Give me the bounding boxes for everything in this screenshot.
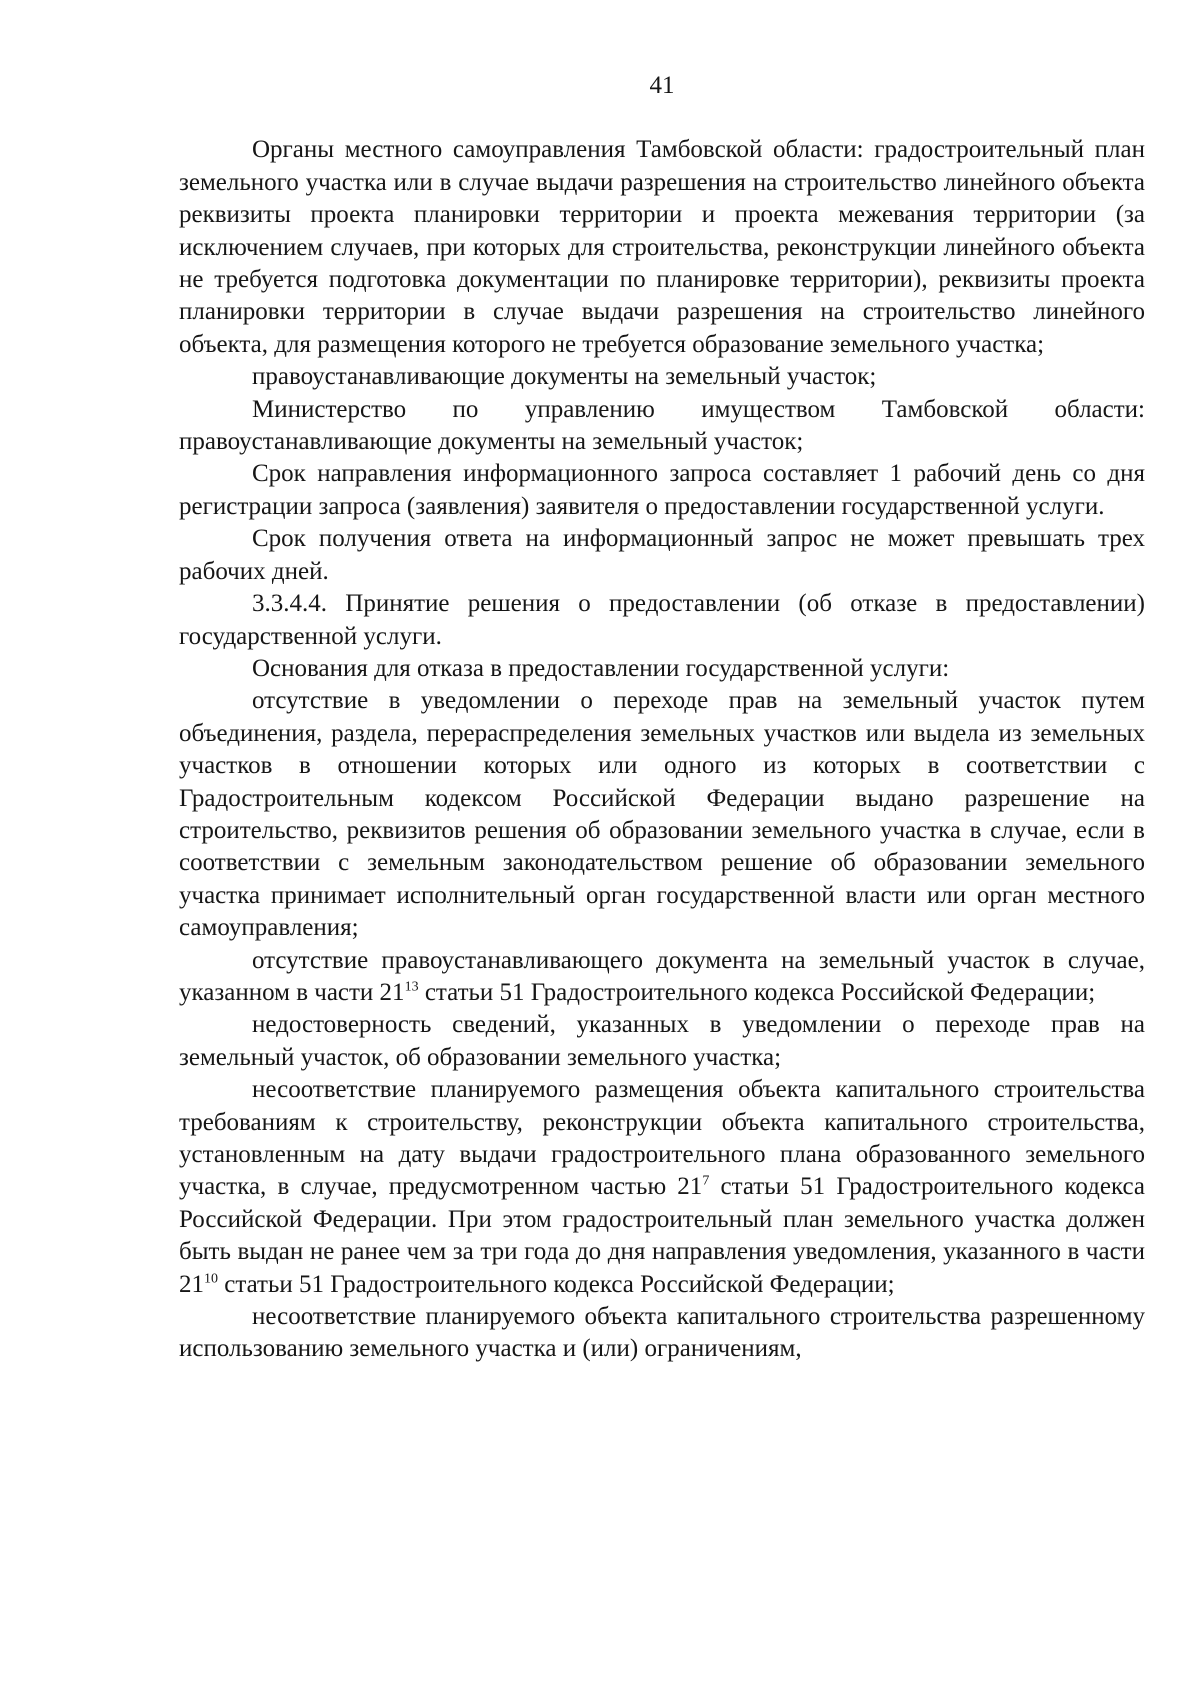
- paragraph-response-term: Срок получения ответа на информационный запрос не может превышать трех рабочих дней.: [179, 525, 1145, 585]
- text-segment: несоответствие планируемого размещения объекта капитального строительства требованиям к строительству, реконструкции объекта капитального строительства, установленным на дату выдачи градостроительного плана образованного земельного участка, в случае, предусмотренном частью 21: [179, 1076, 1145, 1201]
- paragraph-noncompliance-use: несоответствие планируемого объекта капитального строительства разрешенному использованию земельного участка и (или) ограничениям,: [179, 1303, 1145, 1363]
- paragraph-section-3-3-4-4: 3.3.4.4. Принятие решения о предоставлении (об отказе в предоставлении) государственной услуги.: [179, 590, 1145, 650]
- paragraph-title-documents: правоустанавливающие документы на земельный участок;: [252, 363, 877, 391]
- superscript: 10: [204, 1271, 218, 1287]
- superscript: 7: [702, 1174, 710, 1190]
- text-segment: статьи 51 Градостроительного кодекса Российской Федерации;: [218, 1270, 895, 1298]
- page-number: 41: [649, 72, 675, 99]
- paragraph-unreliable-info: недостоверность сведений, указанных в уведомлении о переходе прав на земельный участок, об образовании земельного участка;: [179, 1011, 1145, 1071]
- superscript: 13: [404, 979, 419, 995]
- paragraph-missing-title-document: [179, 945, 1145, 1010]
- paragraph-request-term: Срок направления информационного запроса составляет 1 рабочий день со дня регистрации запроса (заявления) заявителя о предоставлении государственной услуги.: [179, 460, 1145, 520]
- paragraph-noncompliance-requirements: [179, 1074, 1145, 1301]
- paragraph-local-authorities: Органы местного самоуправления Тамбовской области: градостроительный план земельного участка или в случае выдачи разрешения на строительство линейного объекта реквизиты проекта планировки территории и проекта межевания территории (за исключением случаев, при которых для строительства, реконструкции линейного объекта не требуется подготовка документации по планировке территории), реквизиты проекта планировки территории в случае выдачи разрешения на строительство линейного объекта, для размещения которого не требуется образование земельного участка;: [179, 136, 1145, 358]
- paragraph-refusal-grounds: Основания для отказа в предоставлении государственной услуги:: [252, 654, 950, 682]
- paragraph-ministry: Министерство по управлению имуществом Тамбовской области: правоустанавливающие документы на земельный участок;: [179, 395, 1145, 456]
- text-segment: статьи 51 Градостроительного кодекса Российской Федерации;: [418, 978, 1096, 1006]
- text-segment: отсутствие правоустанавливающего документа на земельный участок в случае, указанном в части 21: [179, 946, 1145, 1006]
- document-page: [179, 70, 1145, 1366]
- paragraph-missing-details: отсутствие в уведомлении о переходе прав на земельный участок путем объединения, раздела, перераспределения земельных участков или выдела из земельных участков в отношении которых или одного из которых в соответствии с Градостроительным кодексом Российской Федерации выдано разрешение на строительство, реквизитов решения об образовании земельного участка в случае, если в соответствии с земельным законодательством решение об образовании земельного участка принимает исполнительный орган государственной власти или орган местного самоуправления;: [179, 687, 1145, 942]
- text-segment: статьи 51 Градостроительного кодекса Российской Федерации. При этом градостроительный план земельного участка должен быть выдан не ранее чем за три года до дня направления уведомления, указанного в части 21: [179, 1173, 1145, 1298]
